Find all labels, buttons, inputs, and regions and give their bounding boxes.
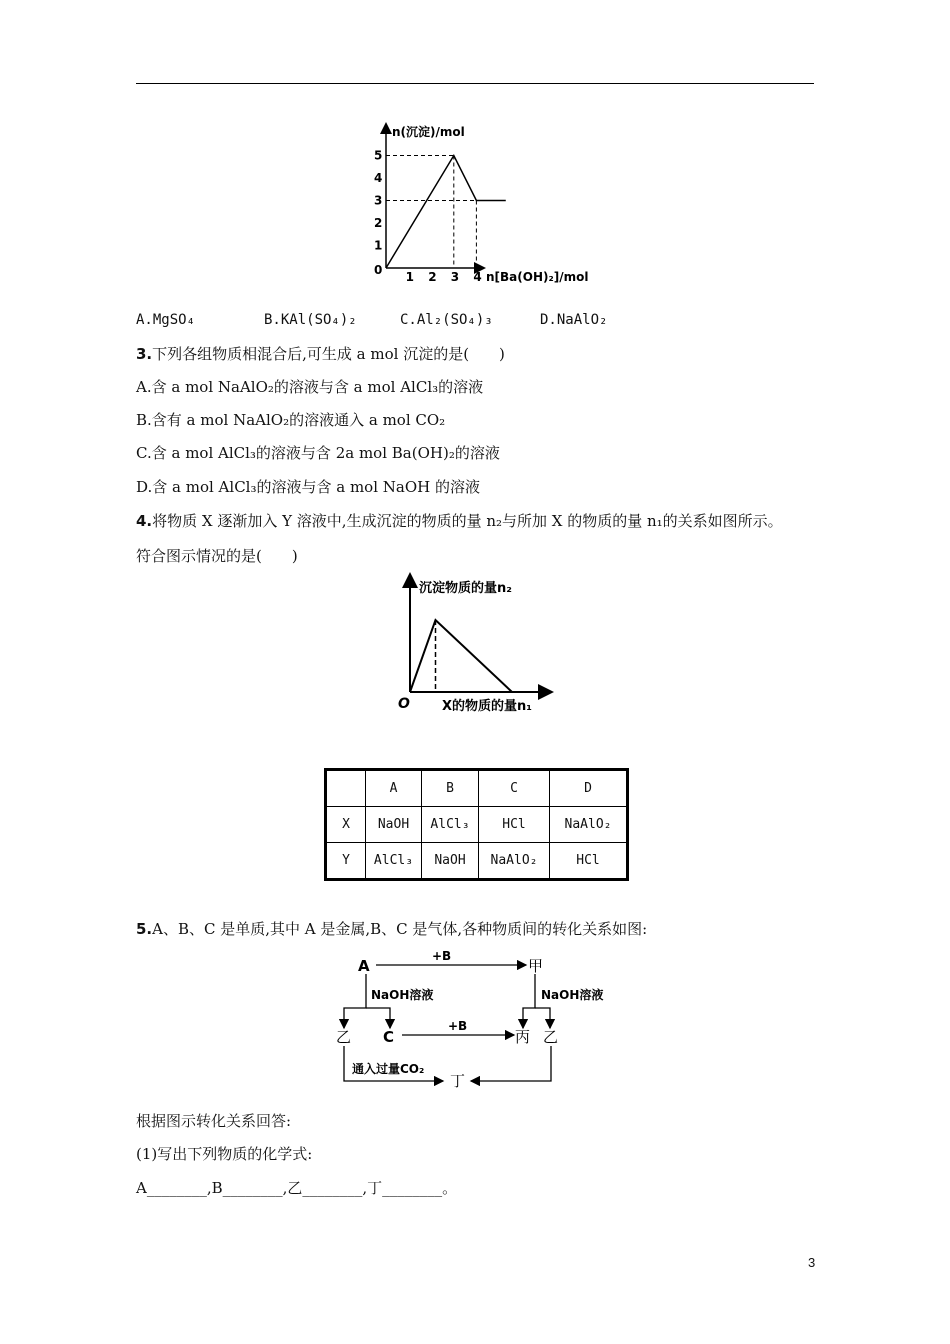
chart-precipitate-vs-baoh2 <box>350 118 600 288</box>
table-cell: HCl <box>479 807 550 843</box>
table-cell: AlCl₃ <box>366 843 422 880</box>
q2-option-a: A.MgSO₄ <box>136 312 196 328</box>
arrow-a-to-yi <box>344 974 366 1028</box>
table-cell: NaOH <box>422 843 479 880</box>
arrow-jia-to-bing <box>523 974 535 1028</box>
table-cell: A <box>366 770 422 807</box>
table-cell: B <box>422 770 479 807</box>
q5-stem: A、B、C 是单质,其中 A 是金属,B、C 是气体,各种物质间的转化关系如图: <box>152 920 648 938</box>
q3-stem: 下列各组物质相混合后,可生成 a mol 沉淀的是( ) <box>152 345 505 363</box>
q2-option-c: C.Al₂(SO₄)₃ <box>400 312 493 328</box>
q3-option-d: D.含 a mol AlCl₃的溶液与含 a mol NaOH 的溶液 <box>136 478 480 496</box>
table-cell: HCl <box>550 843 628 880</box>
q5-part1: (1)写出下列物质的化学式: <box>136 1145 313 1163</box>
chart1-origin: 0 <box>374 263 383 277</box>
label-plus-b-mid: +B <box>448 1019 468 1033</box>
arrow-jia-to-yi <box>535 1008 550 1028</box>
q2-option-d: D.NaAlO₂ <box>540 312 608 328</box>
chart2-series-line <box>410 620 512 692</box>
node-c: C <box>383 1028 395 1046</box>
q4-number: 4. <box>136 512 153 530</box>
node-a: A <box>358 957 370 975</box>
chart1-y-tick: 2 <box>374 216 383 230</box>
chart2-xlabel: X的物质的量n₁ <box>442 699 532 714</box>
chart2-origin: O <box>398 696 410 712</box>
chart1-x-tick: 2 <box>428 270 437 284</box>
q4-stem: 将物质 X 逐渐加入 Y 溶液中,生成沉淀的物质的量 n₂与所加 X 的物质的量 n₁的关系如图所示。 <box>152 512 783 530</box>
q5-blanks: A________,B________,乙________,丁________。 <box>136 1179 458 1197</box>
chart-n2-vs-n1 <box>390 572 570 720</box>
table-row <box>326 807 628 843</box>
arrow-a-to-c <box>366 1008 390 1028</box>
table-cell: AlCl₃ <box>422 807 479 843</box>
node-ding: 丁 <box>450 1072 466 1090</box>
header-rule <box>136 83 814 84</box>
q5-conversion-diagram <box>330 944 630 1094</box>
q4-stem-line1 <box>136 511 783 531</box>
chart1-y-tick: 5 <box>374 148 383 163</box>
label-plus-b-top: +B <box>432 949 452 963</box>
node-jia: 甲 <box>528 957 544 975</box>
node-yi-right: 乙 <box>543 1028 559 1046</box>
table-cell: Y <box>326 843 366 880</box>
chart1-y-tick: 4 <box>374 171 383 185</box>
q5-stem-line <box>136 919 647 939</box>
table-cell: NaAlO₂ <box>479 843 550 880</box>
page-number: 3 <box>808 1255 816 1270</box>
chart1-y-tick: 3 <box>374 193 383 208</box>
q3-option-c: C.含 a mol AlCl₃的溶液与含 2a mol Ba(OH)₂的溶液 <box>136 444 500 462</box>
table-header-row <box>326 770 628 807</box>
chart1-x-tick: 4 <box>473 270 482 284</box>
q3-number: 3. <box>136 345 153 363</box>
q4-options-table <box>324 768 629 881</box>
table-cell: D <box>550 770 628 807</box>
label-naoh-right: NaOH溶液 <box>541 988 604 1002</box>
q2-option-b: B.KAl(SO₄)₂ <box>264 312 357 328</box>
arrow-yi2-to-ding <box>471 1046 551 1081</box>
chart1-y-tick: 1 <box>374 238 383 253</box>
table-cell: X <box>326 807 366 843</box>
q4-stem-line2: 符合图示情况的是( ) <box>136 547 298 565</box>
chart1-x-tick: 3 <box>450 270 460 284</box>
chart1-series-line <box>386 156 506 269</box>
node-bing: 丙 <box>515 1028 531 1046</box>
q3-option-b: B.含有 a mol NaAlO₂的溶液通入 a mol CO₂ <box>136 411 446 429</box>
table-cell: NaAlO₂ <box>550 807 628 843</box>
chart1-axes <box>386 128 480 268</box>
chart1-xlabel: n[Ba(OH)₂]/mol <box>486 270 589 284</box>
node-yi-left: 乙 <box>336 1028 352 1046</box>
q5-number: 5. <box>136 920 153 938</box>
q3-stem-line <box>136 344 505 364</box>
chart1-ylabel: n(沉淀)/mol <box>392 125 465 139</box>
q5-answer-intro: 根据图示转化关系回答: <box>136 1112 292 1130</box>
chart2-ylabel: 沉淀物质的量n₂ <box>419 581 512 596</box>
q3-option-a: A.含 a mol NaAlO₂的溶液与含 a mol AlCl₃的溶液 <box>136 378 484 396</box>
table-row <box>326 843 628 880</box>
chart1-x-tick: 1 <box>405 270 414 284</box>
table-cell <box>326 770 366 807</box>
table-cell: NaOH <box>366 807 422 843</box>
table-cell: C <box>479 770 550 807</box>
label-naoh-left: NaOH溶液 <box>371 988 434 1002</box>
label-co2: 通入过量CO₂ <box>352 1062 425 1076</box>
